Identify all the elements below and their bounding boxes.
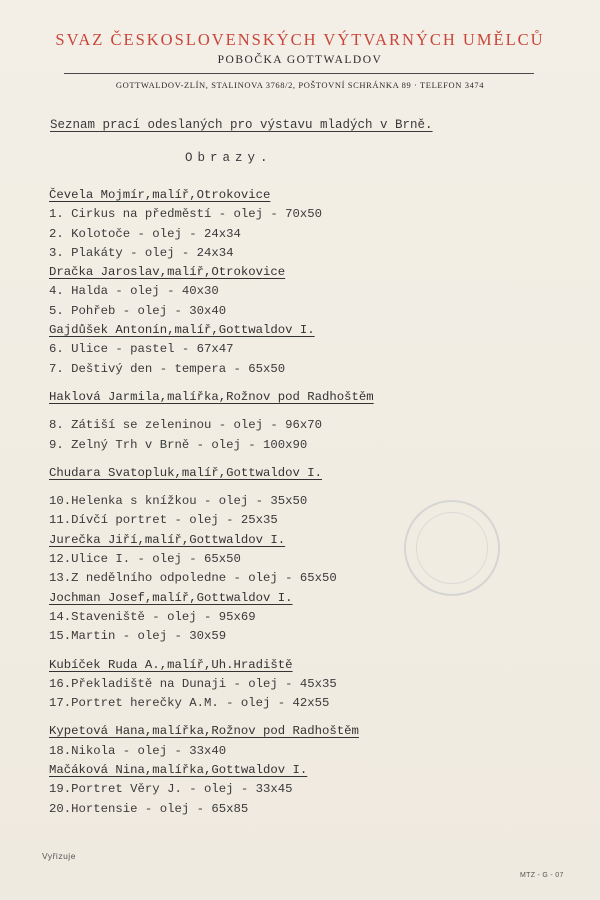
artist-heading: Mačáková Nina,malířka,Gottwaldov I.: [49, 763, 308, 778]
artwork-entry: 18.Nikola - olej - 33x40: [49, 743, 227, 758]
artwork-entry: 2. Kolotoče - olej - 24x34: [49, 226, 241, 241]
artwork-entry: 19.Portret Věry J. - olej - 33x45: [49, 782, 293, 797]
artwork-entry: 9. Zelný Trh v Brně - olej - 100x90: [49, 437, 308, 452]
spacer: [49, 483, 569, 492]
works-list: [49, 186, 569, 819]
footer-handled-by: Vyřizuje: [42, 851, 76, 861]
artwork-entry: 7. Deštivý den - tempera - 65x50: [49, 361, 286, 376]
artwork-entry: 11.Dívčí portret - olej - 25x35: [49, 513, 278, 528]
spacer: [49, 407, 569, 416]
artwork-entry: 17.Portret herečky A.M. - olej - 42x55: [49, 696, 330, 711]
section-heading: Obrazy.: [185, 151, 273, 165]
artist-heading: Kypetová Hana,malířka,Rožnov pod Radhoštěm: [49, 724, 359, 739]
artwork-entry: 8. Zátiší se zeleninou - olej - 96x70: [49, 418, 323, 433]
artwork-entry: 6. Ulice - pastel - 67x47: [49, 342, 234, 357]
letterhead-divider: [64, 73, 534, 74]
footer-form-code: MTZ - G - 07: [520, 872, 564, 879]
letterhead-organization: SVAZ ČESKOSLOVENSKÝCH VÝTVARNÝCH UMĚLCŮ: [55, 30, 545, 49]
artist-heading: Dračka Jaroslav,malíř,Otrokovice: [49, 265, 286, 280]
spacer: [49, 455, 569, 464]
artwork-entry: 4. Halda - olej - 40x30: [49, 284, 219, 299]
artwork-entry: 15.Martin - olej - 30x59: [49, 629, 227, 644]
spacer: [49, 647, 569, 656]
letterhead-address: GOTTWALDOV-ZLÍN, STALINOVA 3768/2, POŠTOVNÍ SCHRÁNKA 89 · TELEFON 3474: [115, 80, 485, 90]
artist-heading: Čevela Mojmír,malíř,Otrokovice: [49, 188, 271, 202]
artwork-entry: 10.Helenka s knížkou - olej - 35x50: [49, 494, 308, 509]
spacer: [49, 713, 569, 722]
artist-heading: Kubíček Ruda A.,malíř,Uh.Hradiště: [49, 657, 293, 672]
artist-heading: Haklová Jarmila,malířka,Rožnov pod Radhoštěm: [49, 389, 374, 404]
artist-heading: Jochman Josef,malíř,Gottwaldov I.: [49, 590, 293, 605]
artwork-entry: 20.Hortensie - olej - 65x85: [49, 801, 249, 816]
artwork-entry: 5. Pohřeb - olej - 30x40: [49, 303, 227, 318]
artist-heading: Chudara Svatopluk,malíř,Gottwaldov I.: [49, 465, 323, 480]
artwork-entry: 13.Z nedělního odpoledne - olej - 65x50: [49, 571, 337, 586]
spacer: [49, 379, 569, 388]
artist-heading: Gajdůšek Antonín,malíř,Gottwaldov I.: [49, 323, 315, 338]
artwork-entry: 1. Cirkus na předměstí - olej - 70x50: [49, 207, 323, 222]
document-title: Seznam prací odeslaných pro výstavu mladých v Brně.: [50, 118, 433, 132]
letterhead-branch: POBOČKA GOTTWALDOV: [217, 54, 383, 66]
artwork-entry: 16.Překladiště na Dunaji - olej - 45x35: [49, 676, 337, 691]
artwork-entry: 3. Plakáty - olej - 24x34: [49, 245, 234, 260]
artwork-entry: 14.Staveniště - olej - 95x69: [49, 609, 256, 624]
faded-stamp: [404, 500, 500, 596]
artwork-entry: 12.Ulice I. - olej - 65x50: [49, 552, 241, 567]
artist-heading: Jurečka Jiří,malíř,Gottwaldov I.: [49, 532, 286, 547]
